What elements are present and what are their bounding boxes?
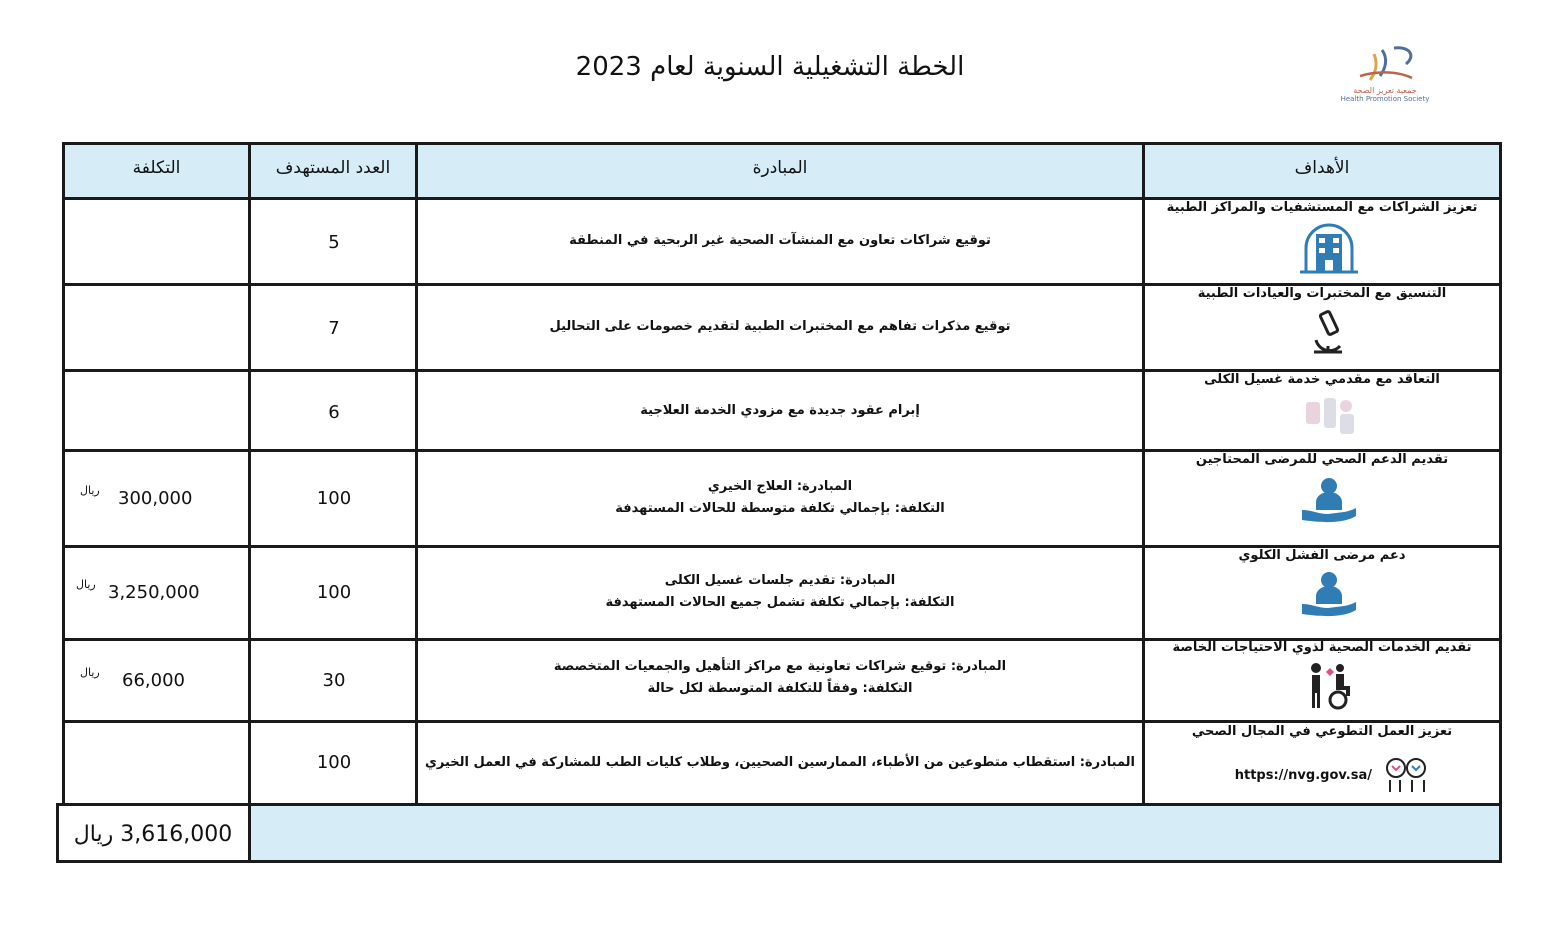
currency-6: ريال xyxy=(80,666,100,679)
target-count-1: 5 xyxy=(328,232,340,253)
cost-4: 300,000 xyxy=(118,488,193,509)
logo-caption: جمعية تعزيز الصحة Health Promotion Society xyxy=(1340,86,1430,103)
initiative-1: توقيع شراكات تعاون مع المنشآت الصحية غير الربحية في المنطقة xyxy=(569,233,991,248)
total-row-fill xyxy=(250,806,1502,862)
initiative-4: المبادرة: العلاج الخيري التكلفة: بإجمالي تكلفة متوسطة للحالات المستهدفة xyxy=(615,479,945,516)
goal-3: التعاقد مع مقدمي خدمة غسيل الكلى xyxy=(1204,372,1440,387)
health-promotion-logo xyxy=(1330,42,1440,116)
goal-1: تعزيز الشراكات مع المستشفيات والمراكز الطبية xyxy=(1166,200,1478,215)
target-count-3: 6 xyxy=(328,402,340,423)
target-count-6: 30 xyxy=(322,670,346,691)
operating-plan-table xyxy=(62,142,1502,862)
target-count-7: 100 xyxy=(316,752,352,773)
header-goals: الأهداف xyxy=(1294,158,1350,178)
initiative-3: إبرام عقود جديدة مع مزودي الخدمة العلاجية xyxy=(640,403,920,418)
target-count-2: 7 xyxy=(328,318,340,339)
goal-5: دعم مرضى الفشل الكلوي xyxy=(1238,548,1406,563)
target-count-4: 100 xyxy=(316,488,352,509)
wheelchair-icon xyxy=(1308,662,1354,710)
goal-2: التنسيق مع المختبرات والعيادات الطبية xyxy=(1197,286,1447,301)
total-cost: 3,616,000 ريال xyxy=(73,822,233,847)
initiative-2: توقيع مذكرات تفاهم مع المختبرات الطبية لتقديم خصومات على التحاليل xyxy=(549,319,1011,334)
hospital-icon xyxy=(1300,222,1358,274)
microscope-icon xyxy=(1308,310,1348,356)
header-initiative: المبادرة xyxy=(752,158,808,178)
initiative-5: المبادرة: تقديم جلسات غسيل الكلى التكلفة: بإجمالي تكلفة تشمل جميع الحالات المستهدفة xyxy=(605,573,955,610)
currency-5: ريال xyxy=(76,578,96,591)
page-title: الخطة التشغيلية السنوية لعام 2023 xyxy=(575,52,965,82)
patient-care-icon xyxy=(1300,476,1358,526)
goal-7: تعزيز العمل التطوعي في المجال الصحي xyxy=(1191,724,1453,739)
initiative-7: المبادرة: استقطاب متطوعين من الأطباء، الممارسين الصحيين، وطلاب كليات الطب للمشاركة في العمل الخيري xyxy=(424,755,1136,770)
cost-5: 3,250,000 xyxy=(108,582,200,603)
dialysis-icon xyxy=(1302,394,1358,440)
header-cost: التكلفة xyxy=(132,158,181,178)
currency-4: ريال xyxy=(80,484,100,497)
cost-6: 66,000 xyxy=(122,670,185,691)
goal-4: تقديم الدعم الصحي للمرضى المحتاجين xyxy=(1195,452,1449,467)
volunteers-icon xyxy=(1384,756,1432,794)
volunteer-url[interactable]: https://nvg.gov.sa/ xyxy=(1234,768,1372,783)
target-count-5: 100 xyxy=(316,582,352,603)
initiative-6: المبادرة: توقيع شراكات تعاونية مع مراكز التأهيل والجمعيات المتخصصة التكلفة: وفقاً للتكلفة المتوسطة لكل حالة xyxy=(553,659,1007,696)
patient-care-icon xyxy=(1300,570,1358,620)
header-target-count: العدد المستهدف xyxy=(275,158,391,178)
goal-6: تقديم الخدمات الصحية لذوي الاحتياجات الخاصة xyxy=(1172,640,1472,655)
